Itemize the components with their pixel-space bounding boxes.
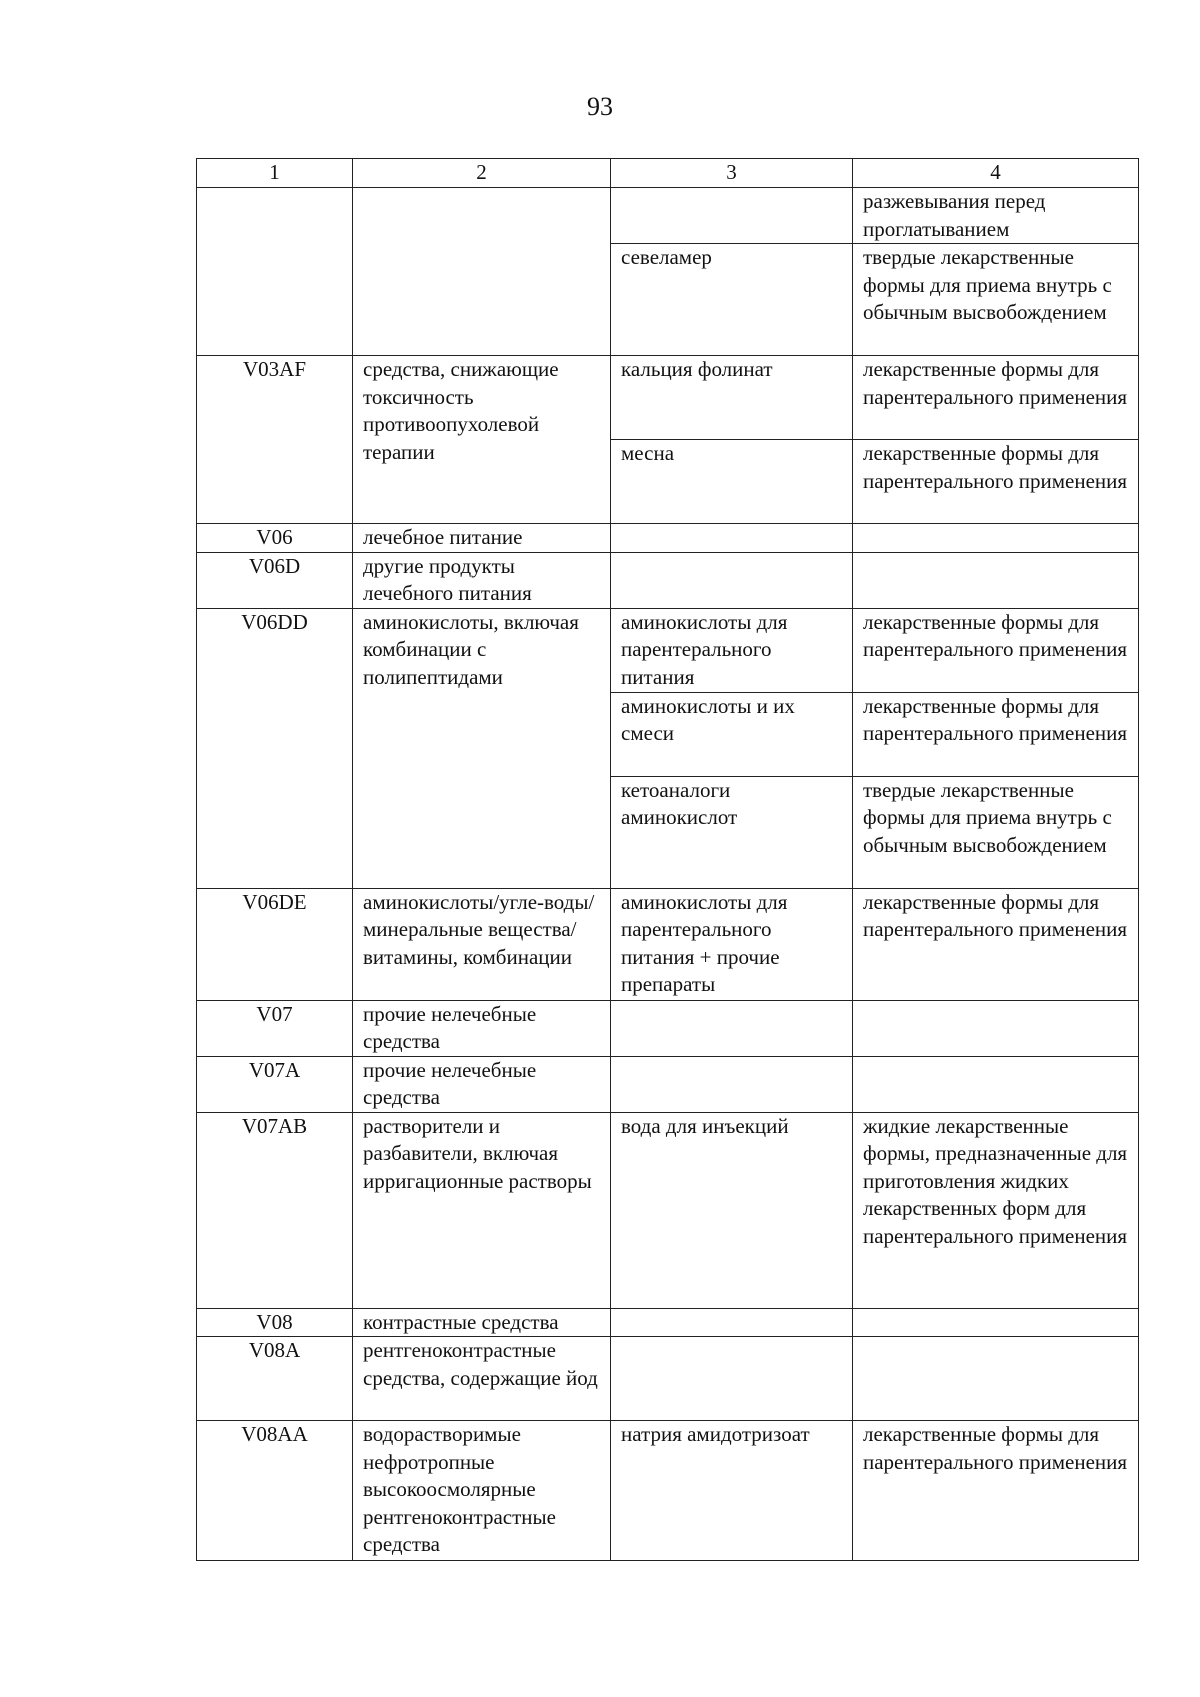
code-cell	[197, 188, 353, 356]
substance-cell	[611, 1308, 853, 1337]
group-name-cell: прочие нелечебные средства	[353, 1056, 611, 1112]
code-cell: V06D	[197, 552, 353, 608]
substance-cell	[611, 1337, 853, 1421]
table-row	[197, 552, 1139, 608]
code-cell: V06DD	[197, 608, 353, 888]
dosage-form-cell: лекарственные формы для парентерального применения	[853, 608, 1139, 692]
table-row	[197, 356, 1139, 440]
code-cell: V06DE	[197, 888, 353, 1000]
group-name-cell: аминокислоты, включая комбинации с полипептидами	[353, 608, 611, 888]
code-cell: V07AB	[197, 1112, 353, 1308]
dosage-form-cell: лекарственные формы для парентерального применения	[853, 440, 1139, 524]
table-row	[197, 1308, 1139, 1337]
table-row	[197, 1000, 1139, 1056]
code-cell: V08	[197, 1308, 353, 1337]
substance-cell: севеламер	[611, 244, 853, 356]
substance-cell	[611, 552, 853, 608]
table-row	[197, 888, 1139, 1000]
table-row	[197, 188, 1139, 244]
substance-cell	[611, 188, 853, 244]
substance-cell: натрия амидотризоат	[611, 1421, 853, 1561]
code-cell: V06	[197, 524, 353, 553]
table-row	[197, 1112, 1139, 1308]
group-name-cell: лечебное питание	[353, 524, 611, 553]
group-name-cell: рентгеноконтрастные средства, содержащие йод	[353, 1337, 611, 1421]
group-name-cell: водорастворимые нефротропные высокоосмолярные рентгеноконтрастные средства	[353, 1421, 611, 1561]
substance-cell: вода для инъекций	[611, 1112, 853, 1308]
substance-cell: аминокислоты для парентерального питания + прочие препараты	[611, 888, 853, 1000]
column-header-2: 2	[353, 159, 611, 188]
group-name-cell: аминокислоты/угле-воды/ минеральные вещества/ витамины, комбинации	[353, 888, 611, 1000]
dosage-form-cell: лекарственные формы для парентерального применения	[853, 356, 1139, 440]
table-row	[197, 1421, 1139, 1561]
drug-classification-table	[196, 158, 1139, 1561]
group-name-cell: средства, снижающие токсичность противоопухолевой терапии	[353, 356, 611, 524]
table-row	[197, 1337, 1139, 1421]
group-name-cell: растворители и разбавители, включая ирригационные растворы	[353, 1112, 611, 1308]
substance-cell	[611, 524, 853, 553]
code-cell: V03AF	[197, 356, 353, 524]
dosage-form-cell: твердые лекарственные формы для приема внутрь с обычным высвобождением	[853, 244, 1139, 356]
dosage-form-cell	[853, 1308, 1139, 1337]
page-number: 93	[587, 92, 613, 121]
column-header-4: 4	[853, 159, 1139, 188]
dosage-form-cell: разжевывания перед проглатыванием	[853, 188, 1139, 244]
column-header-3: 3	[611, 159, 853, 188]
dosage-form-cell	[853, 524, 1139, 553]
dosage-form-cell	[853, 1056, 1139, 1112]
dosage-form-cell: жидкие лекарственные формы, предназначенные для приготовления жидких лекарственных форм для парентерального применения	[853, 1112, 1139, 1308]
code-cell: V08A	[197, 1337, 353, 1421]
group-name-cell: контрастные средства	[353, 1308, 611, 1337]
substance-cell	[611, 1056, 853, 1112]
code-cell: V07	[197, 1000, 353, 1056]
dosage-form-cell: лекарственные формы для парентерального применения	[853, 1421, 1139, 1561]
table-row	[197, 608, 1139, 692]
group-name-cell: другие продукты лечебного питания	[353, 552, 611, 608]
substance-cell: кетоаналоги аминокислот	[611, 776, 853, 888]
group-name-cell	[353, 188, 611, 356]
dosage-form-cell: лекарственные формы для парентерального применения	[853, 888, 1139, 1000]
column-header-1: 1	[197, 159, 353, 188]
dosage-form-cell: лекарственные формы для парентерального применения	[853, 692, 1139, 776]
dosage-form-cell: твердые лекарственные формы для приема внутрь с обычным высвобождением	[853, 776, 1139, 888]
substance-cell: аминокислоты и их смеси	[611, 692, 853, 776]
code-cell: V08AA	[197, 1421, 353, 1561]
header-row	[197, 159, 1139, 188]
dosage-form-cell	[853, 1000, 1139, 1056]
dosage-form-cell	[853, 552, 1139, 608]
dosage-form-cell	[853, 1337, 1139, 1421]
table-row	[197, 1056, 1139, 1112]
substance-cell: месна	[611, 440, 853, 524]
substance-cell: кальция фолинат	[611, 356, 853, 440]
table-row	[197, 524, 1139, 553]
substance-cell: аминокислоты для парентерального питания	[611, 608, 853, 692]
code-cell: V07A	[197, 1056, 353, 1112]
group-name-cell: прочие нелечебные средства	[353, 1000, 611, 1056]
substance-cell	[611, 1000, 853, 1056]
